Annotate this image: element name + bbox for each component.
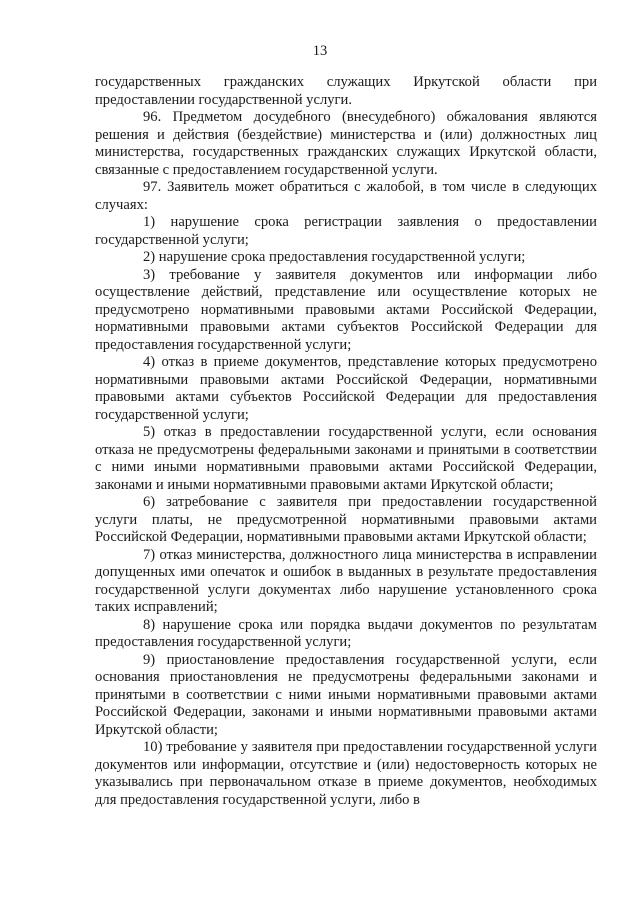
document-body	[95, 74, 597, 809]
list-item-6: 6) затребование с заявителя при предоставлении государственной услуги платы, не предусмотренной нормативными правовыми актами Российской Федерации, нормативными правовыми актами Иркутской области;	[95, 494, 597, 545]
paragraph-96: 96. Предметом досудебного (внесудебного) обжалования являются решения и действия (бездействие) министерства и (или) должностных лиц министерства, государственных гражданских служащих Иркутской области, связанные с предоставлением государственной услуги.	[95, 109, 597, 178]
list-item-4: 4) отказ в приеме документов, представление которых предусмотрено нормативными правовыми актами Российской Федерации, нормативными правовыми актами субъектов Российской Федерации для предоставления государственной услуги;	[95, 354, 597, 423]
list-item-3: 3) требование у заявителя документов или информации либо осуществление действий, представление или осуществление которых не предусмотрено нормативными правовыми актами Российской Федерации, нормативными правовыми актами субъектов Российской Федерации для предоставления государственной услуги;	[95, 266, 597, 353]
list-item-7: 7) отказ министерства, должностного лица министерства в исправлении допущенных ими опечаток и ошибок в выданных в результате предоставления государственной услуги документах либо нарушение установленного срока таких исправлений;	[95, 546, 597, 615]
paragraph-continuation: государственных гражданских служащих Иркутской области при предоставлении государственной услуги.	[95, 74, 597, 108]
list-item-5: 5) отказ в предоставлении государственной услуги, если основания отказа не предусмотрены федеральными законами и принятыми в соответствии с ними иными нормативными правовыми актами Российской Федерации, законами и иными нормативными правовыми актами Иркутской области;	[95, 424, 597, 493]
list-item-10: 10) требование у заявителя при предоставлении государственной услуги документов или информации, отсутствие и (или) недостоверность которых не указывались при первоначальном отказе в приеме документов, необходимых для предоставления государственной услуги, либо в	[95, 739, 597, 808]
list-item-1: 1) нарушение срока регистрации заявления о предоставлении государственной услуги;	[95, 214, 597, 248]
list-item-9: 9) приостановление предоставления государственной услуги, если основания приостановления не предусмотрены федеральными законами и принятыми в соответствии с ними иными нормативными правовыми актами Российской Федерации, законами и иными нормативными правовыми актами Иркутской области;	[95, 651, 597, 738]
page-number: 13	[312, 43, 328, 59]
list-item-8: 8) нарушение срока или порядка выдачи документов по результатам предоставления государственной услуги;	[95, 616, 597, 650]
paragraph-97: 97. Заявитель может обратиться с жалобой, в том числе в следующих случаях:	[95, 179, 597, 213]
list-item-2: 2) нарушение срока предоставления государственной услуги;	[143, 249, 526, 265]
